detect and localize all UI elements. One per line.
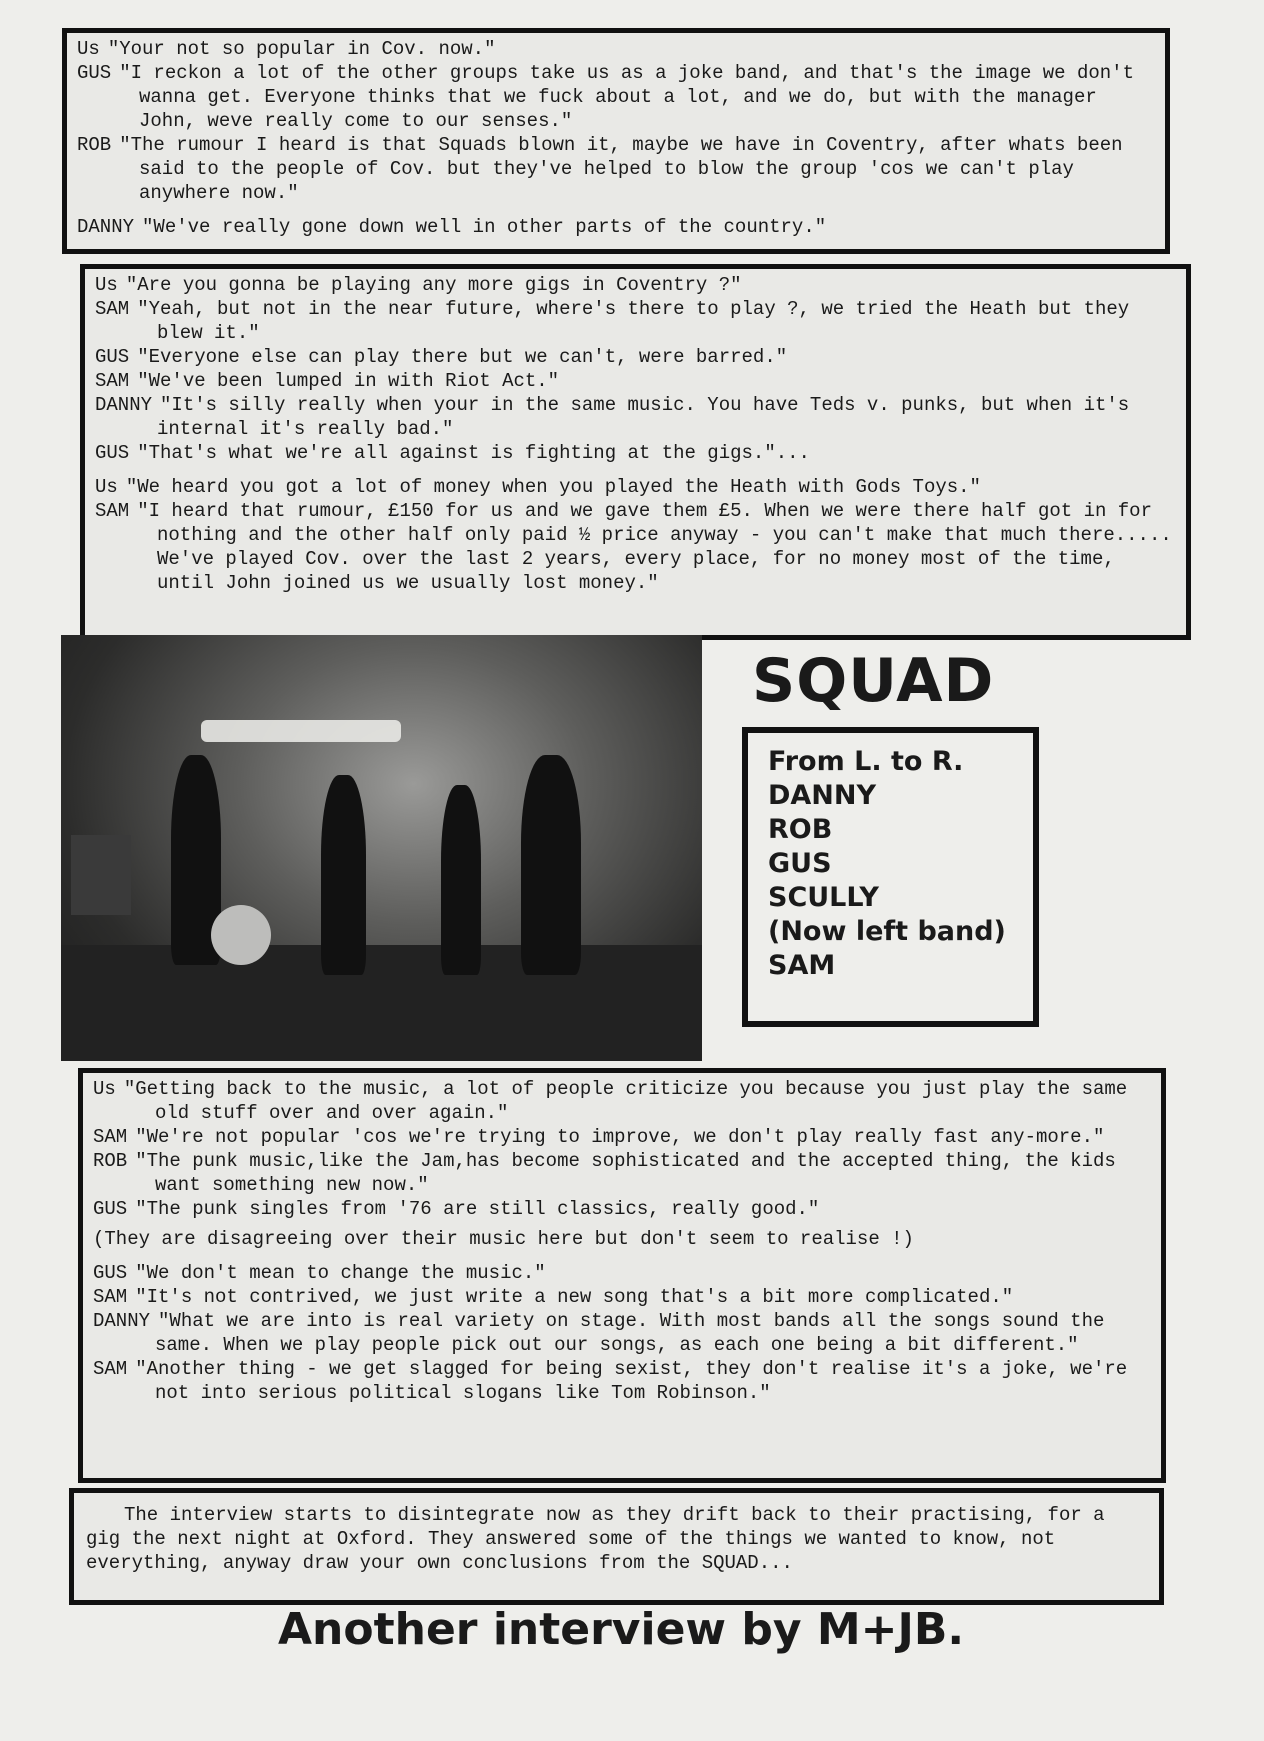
dialogue-line — [93, 1149, 1151, 1197]
dialogue-line — [93, 1125, 1151, 1149]
caption-line: From L. to R. — [768, 746, 964, 777]
signature: Another interview by M+JB. — [278, 1604, 965, 1655]
dialogue-line — [93, 1261, 1151, 1285]
dialogue-line — [93, 1309, 1151, 1357]
dialogue-line — [93, 1357, 1151, 1405]
dialogue-line — [95, 393, 1176, 441]
caption-title: SQUAD — [752, 646, 995, 716]
member-name: GUS — [768, 848, 832, 879]
quote-text: "Are you gonna be playing any more gigs in Coventry ?" — [125, 274, 742, 296]
speaker-label: SAM — [93, 1358, 128, 1380]
spacer — [95, 465, 1176, 475]
spacer — [77, 205, 1155, 215]
dialogue-line — [93, 1285, 1151, 1309]
quote-text: "I heard that rumour, £150 for us and we gave them £5. When we were there half got in for nothing and the other half only paid ½ price anyway - you can't make that much there..... — [137, 500, 1172, 546]
dialogue-line — [95, 369, 1176, 393]
editor-note: (They are disagreeing over their music here but don't seem to realise !) — [93, 1228, 914, 1250]
member-name: ROB — [768, 814, 833, 845]
speaker-label: GUS — [93, 1198, 128, 1220]
member-note: (Now left band) — [768, 916, 1006, 947]
quote-text: "It's not contrived, we just write a new song that's a bit more complicated." — [135, 1286, 1014, 1308]
quote-text: "We heard you got a lot of money when you played the Heath with Gods Toys." — [125, 476, 981, 498]
quote-text: "That's what we're all against is fighting at the gigs."... — [137, 442, 810, 464]
speaker-label: Us — [95, 476, 118, 498]
quote-text: "It's silly really when your in the same music. You have Teds v. punks, but when it's internal it's really bad." — [157, 394, 1130, 440]
member-name: DANNY — [768, 780, 877, 811]
quote-text: "We're not popular 'cos we're trying to improve, we don't play really fast any-more." — [135, 1126, 1105, 1148]
interview-box-3 — [78, 1068, 1166, 1483]
dialogue-line — [93, 1077, 1151, 1125]
quote-text: "Your not so popular in Cov. now." — [107, 38, 496, 60]
speaker-label: SAM — [95, 500, 130, 522]
dialogue-line — [77, 61, 1155, 133]
quote-text: "The punk music,like the Jam,has become sophisticated and the accepted thing, the kids want something new now." — [135, 1150, 1116, 1196]
speaker-label: ROB — [77, 134, 112, 156]
speaker-label: Us — [93, 1078, 116, 1100]
speaker-label: GUS — [93, 1262, 128, 1284]
quote-text: "What we are into is real variety on stage. With most bands all the songs sound the same. When we play people pick out our songs, as each one being a bit different." — [155, 1310, 1105, 1356]
conclusion-box — [69, 1488, 1164, 1605]
conclusion-text: The interview starts to disintegrate now as they drift back to their practising, for a gig the next night at Oxford. They answered some of the things we wanted to know, not everything, anyway draw your own conclusions from the SQUAD... — [86, 1504, 1105, 1574]
band-photo — [61, 635, 702, 1061]
quote-text: "We don't mean to change the music." — [135, 1262, 546, 1284]
member-name: SAM — [768, 950, 836, 981]
quote-text: "Getting back to the music, a lot of people criticize you because you just play the same old stuff over and over again." — [123, 1078, 1128, 1124]
quote-text: "I reckon a lot of the other groups take us as a joke band, and that's the image we don't wanna get. Everyone thinks that we fuck about a lot, and we do, but with the manager John, weve really come to our senses." — [119, 62, 1134, 132]
speaker-label: SAM — [93, 1126, 128, 1148]
speaker-label: SAM — [93, 1286, 128, 1308]
dialogue-line — [95, 441, 1176, 465]
speaker-label: Us — [77, 38, 100, 60]
dialogue-line — [95, 345, 1176, 369]
speaker-label: GUS — [95, 346, 130, 368]
interview-box-1 — [62, 28, 1170, 254]
dialogue-line — [95, 499, 1176, 547]
dialogue-line — [95, 475, 1176, 499]
interview-box-2 — [80, 264, 1191, 640]
quote-text: "The rumour I heard is that Squads blown it, maybe we have in Coventry, after whats been said to the people of Cov. but they've helped to blow the group 'cos we can't play anywhere now." — [119, 134, 1123, 204]
speaker-label: DANNY — [77, 216, 135, 238]
speaker-label: Us — [95, 274, 118, 296]
dialogue-line — [77, 215, 1155, 239]
speaker-label: ROB — [93, 1150, 128, 1172]
speaker-label: SAM — [95, 370, 130, 392]
speaker-label: DANNY — [95, 394, 153, 416]
dialogue-line — [95, 547, 1176, 595]
speaker-label: GUS — [95, 442, 130, 464]
quote-text: "Another thing - we get slagged for being sexist, they don't realise it's a joke, we're not into serious political slogans like Tom Robinson." — [135, 1358, 1128, 1404]
speaker-label: DANNY — [93, 1310, 151, 1332]
dialogue-line — [93, 1197, 1151, 1221]
dialogue-line — [95, 297, 1176, 345]
quote-text: "The punk singles from '76 are still classics, really good." — [135, 1198, 820, 1220]
quote-text: "We've been lumped in with Riot Act." — [137, 370, 560, 392]
quote-text: "Everyone else can play there but we can't, were barred." — [137, 346, 788, 368]
quote-text: "Yeah, but not in the near future, where's there to play ?, we tried the Heath but they blew it." — [137, 298, 1130, 344]
dialogue-line — [95, 273, 1176, 297]
quote-text: We've played Cov. over the last 2 years, every place, for no money most of the time, until John joined us we usually lost money." — [157, 548, 1115, 594]
dialogue-line — [77, 37, 1155, 61]
members-caption — [742, 727, 1039, 1027]
quote-text: "We've really gone down well in other parts of the country." — [142, 216, 827, 238]
dialogue-line — [77, 133, 1155, 205]
speaker-label: GUS — [77, 62, 112, 84]
member-name: SCULLY — [768, 882, 879, 913]
speaker-label: SAM — [95, 298, 130, 320]
